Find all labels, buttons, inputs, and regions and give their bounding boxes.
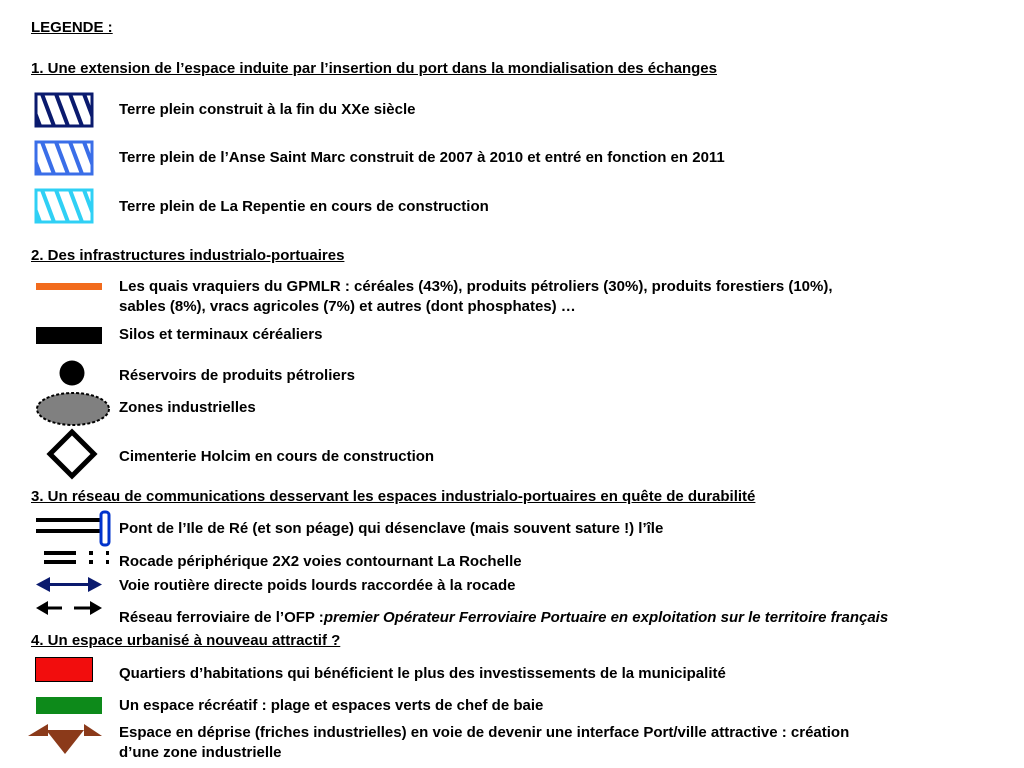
legend-label-cimenterie: Cimenterie Holcim en cours de construction xyxy=(119,448,435,465)
legend-label-la-repentie: Terre plein de La Repentie en cours de construction xyxy=(119,198,489,215)
section-2-heading: 2. Des infrastructures industrialo-portuaires xyxy=(31,247,345,264)
ring-road-icon xyxy=(34,546,114,570)
legend-label-espace-recreatif: Un espace récréatif : plage et espaces verts de chef de baie xyxy=(119,697,544,714)
dark-blue-hatched-square-icon xyxy=(34,92,96,128)
legend-label-quais-vraquiers: Les quais vraquiers du GPMLR : céréales (43%), produits pétroliers (30%), produits forestiers (10%), xyxy=(119,278,833,295)
legend-label-quartiers: Quartiers d’habitations qui bénéficient le plus des investissements de la municipalité xyxy=(119,665,726,682)
section-4-heading: 4. Un espace urbanisé à nouveau attractif ? xyxy=(31,632,341,649)
black-diamond-icon xyxy=(46,428,98,480)
legend-label-silos: Silos et terminaux céréaliers xyxy=(119,326,323,343)
dashed-double-arrow-icon xyxy=(34,598,104,618)
reseau-ferroviaire-text: Réseau ferroviaire de l’OFP : xyxy=(119,609,324,626)
legend-label-anse-saint-marc: Terre plein de l’Anse Saint Marc construit de 2007 à 2010 et entré en fonction en 2011 xyxy=(119,149,725,166)
red-rectangle-icon xyxy=(34,656,96,684)
legend-label-quais-vraquiers-line2: sables (8%), vracs agricoles (7%) et autres (dont phosphates) … xyxy=(119,298,576,315)
legend-label-espace-deprise: Espace en déprise (friches industrielles) en voie de devenir une interface Port/ville attractive : création xyxy=(119,724,850,741)
legend-label-reseau-ferroviaire xyxy=(119,609,888,627)
brown-triangles-icon xyxy=(26,722,106,756)
legend-label-voie-poids-lourds: Voie routière directe poids lourds raccordée à la rocade xyxy=(119,577,516,594)
legend-label-espace-deprise-line2: d’une zone industrielle xyxy=(119,744,282,761)
orange-line-icon xyxy=(34,281,104,293)
legend-label-zones-industrielles: Zones industrielles xyxy=(119,399,256,416)
reseau-ferroviaire-italic-text: premier Opérateur Ferroviaire Portuaire en exploitation sur le territoire français xyxy=(323,609,889,626)
grey-ellipse-icon xyxy=(34,390,112,428)
black-bar-icon xyxy=(34,325,104,347)
legend-label-reservoirs: Réservoirs de produits pétroliers xyxy=(119,367,355,384)
green-bar-icon xyxy=(34,695,104,717)
section-1-heading: 1. Une extension de l’espace induite par l’insertion du port dans la mondialisation des échanges xyxy=(31,60,717,77)
legend-label-terre-plein-xxe: Terre plein construit à la fin du XXe siècle xyxy=(119,101,416,118)
legend-label-pont-ile-de-re: Pont de l’Ile de Ré (et son péage) qui désenclave (mais souvent sature !) l’île xyxy=(119,520,664,537)
blue-hatched-square-icon xyxy=(34,140,96,176)
cyan-hatched-square-icon xyxy=(34,188,96,224)
black-circle-icon xyxy=(58,359,86,387)
double-arrow-icon xyxy=(34,575,104,595)
legend-title: LEGENDE : xyxy=(31,19,113,36)
bridge-toll-icon xyxy=(34,509,114,549)
section-3-heading: 3. Un réseau de communications desservant les espaces industrialo-portuaires en quête de durabilité xyxy=(31,488,756,505)
legend-label-rocade: Rocade périphérique 2X2 voies contournant La Rochelle xyxy=(119,553,522,570)
